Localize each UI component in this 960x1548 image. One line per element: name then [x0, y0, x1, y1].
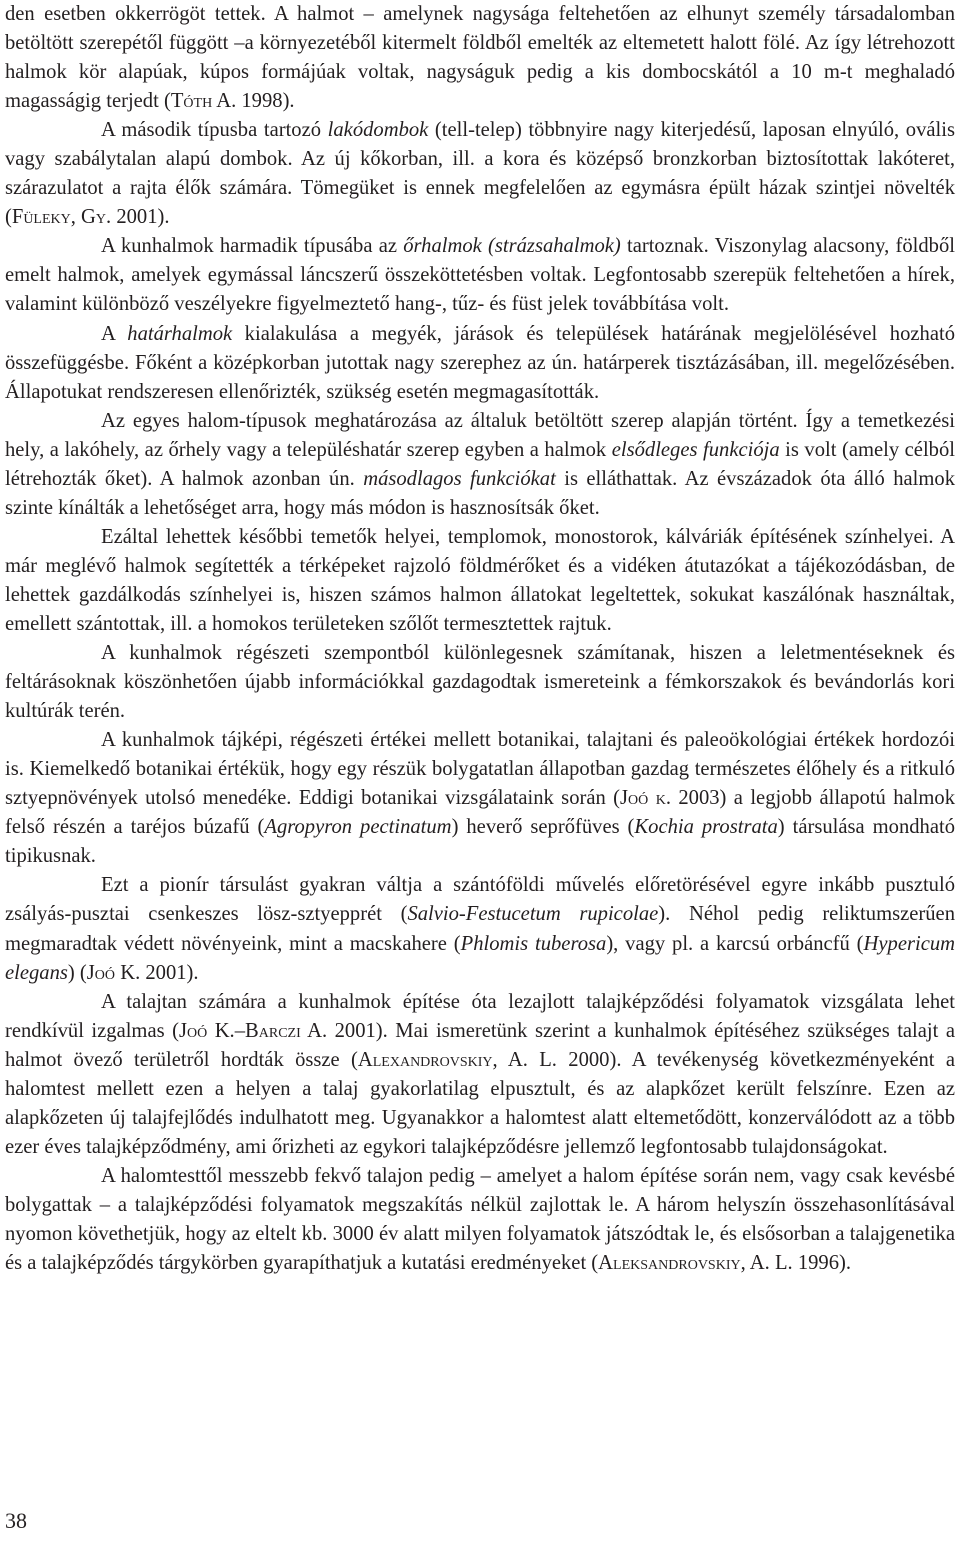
- author-name: Tóth: [170, 90, 213, 113]
- paragraph-11: [5, 1162, 955, 1278]
- italic-term: elsődleges funkciója: [611, 438, 780, 461]
- italic-term: Salvio-Festucetum rupicolae: [407, 903, 659, 926]
- text-run: Ezt a pionír társulást gyakran váltja a szántóföldi művelés előretörésével egyre inkább pusztuló zsályás-pusztai csenkeszes lösz-sztyepprét (: [5, 874, 955, 926]
- text-run: A: [101, 322, 128, 345]
- paragraph-1: [5, 0, 955, 116]
- text-run: . 2003) a legjobb állapotú halmok felső részén a taréjos búzafű (: [5, 787, 955, 839]
- author-name: Gy: [81, 206, 107, 229]
- paragraph-8: [5, 726, 955, 871]
- italic-term: őrhalmok (strázsahalmok): [403, 235, 621, 258]
- text-run: ) (: [67, 961, 87, 984]
- text-run: tartoznak. Viszonylag alacsony, földből emelt halmok, amelyek egymással láncszerű összeköttetésben voltak. Legfontosabb szerepük feltehetően a hírek, valamint különböző veszélyekre figyelmeztető hang-, tűz- és füst jelek továbbítása volt.: [5, 235, 955, 316]
- italic-term: Agropyron pectinatum: [264, 816, 452, 839]
- text-run: K. 2001).: [115, 961, 199, 984]
- author-name: Aleksandrovskiy: [598, 1252, 741, 1275]
- author-name: Füleky: [11, 206, 71, 229]
- italic-term: Hypericum elegans: [5, 932, 956, 984]
- paragraph-5: [5, 407, 955, 523]
- page-number: 38: [5, 1508, 27, 1533]
- text-run: kialakulása a megyék, járások és települések határának megjelölésével hozható összefüggésbe. Főként a középkorban jutottak nagy szerephez az ún. határperek tisztázásában, ill. megelőzésében. Állapotukat rendszeresen ellenőrizték, szükség esetén megmagasították.: [5, 322, 955, 403]
- text-run: A talajtan számára a kunhalmok építése óta lezajlott talajképződési folyamatok vizsgálata lehet rendkívül izgalmas (: [5, 990, 955, 1042]
- italic-term: Phlomis tuberosa: [460, 932, 607, 955]
- text-run: ) társulása mondható tipikusnak.: [5, 816, 955, 868]
- paragraph-10: [5, 988, 955, 1162]
- author-name: Joó: [86, 961, 116, 984]
- text-run: (tell-telep) többnyire nagy kiterjedésű, laposan elnyúló, ovális vagy szabálytalan alapú dombok. Az új kőkorban, ill. a kora és középső bronzkorban biztosítottak lakóteret, szárazulatot a rajta élők számára. Tömegüket is ennek megfelelően az egymásra épült házak szintjei növelték (: [5, 119, 955, 229]
- text-run: A második típusba tartozó: [101, 119, 328, 142]
- text-run: A kunhalmok régészeti szempontból különlegesnek számítanak, hiszen a leletmentéseknek és feltárásoknak köszönhetően újabb információkkal gazdagodtak ismereteink a fémkorszakok és bevándorlás kori kultúrák terén.: [5, 642, 955, 723]
- paragraph-7: [5, 639, 955, 726]
- text-run: Ezáltal lehettek későbbi temetők helyei, templomok, monostorok, kálváriák építésének színhelyei. A már meglévő halmok segítették a térképeket rajzoló földmérőket és a vidéken átutazókat a tájékozódásban, de lehettek gazdálkodás színhelyei is, hiszen számos halmon állatokat legeltettek, sokukat kaszálónak használtak, emellett szántottak, ill. a homokos területeken szőlőt termesztettek rajtuk.: [5, 525, 955, 635]
- author-name: k: [655, 787, 666, 810]
- paragraph-6: [5, 523, 955, 639]
- text-run: ). Néhol pedig reliktumszerűen megmaradtak védett növényeink, mint a macskahere (: [5, 903, 955, 955]
- author-name: Barczi: [245, 1019, 301, 1042]
- paragraph-4: [5, 320, 955, 407]
- text-run: ) heverő seprőfüves (: [451, 816, 635, 839]
- text-run: , A. L. 2000). A tevékenység következményeként a halomtest mellett ezen a helyen a talaj gyakorlatilag elpusztult, és az alapkőzet került felszínre. Ezen az alapkőzeten új talajfejlődés indulhatott meg. Ugyanakkor a halomtest alatt eltemetődött, konzerválódott az a több ezer éves talajképződmény, ami őrizheti az egykori talajképződésre jellemző legfontosabb tulajdonságokat.: [5, 1048, 955, 1158]
- text-run: K.–: [207, 1019, 246, 1042]
- text-run: A. 1998).: [212, 90, 295, 113]
- text-run: A kunhalmok tájképi, régészeti értékei mellett botanikai, talajtani és paleoökológiai értékek hordozói is. Kiemelkedő botanikai értékük, hogy egy részük bolygatatlan állapotban gazdag természetes élőhely és a ritkuló sztyepnövények utolsó menedéke. Eddigi botanikai vizsgálataink során (: [5, 729, 955, 810]
- page-body: [5, 0, 955, 1278]
- text-run: A halomtesttől messzebb fekvő talajon pedig – amelyet a halom építése során nem, vagy csak kevésbé bolygattak – a talajképződési folyamatok megszakítás nélkül zajlottak le. A három helyszín összehasonlításával nyomon követhetjük, hogy az eltelt kb. 3000 év alatt milyen folyamatok játszódtak le, és elsősorban a talajgenetika és a talajképződés tárgykörben gyarapíthatjuk a kutatási eredményeket (: [5, 1164, 955, 1275]
- paragraph-3: [5, 232, 955, 319]
- text-run: ,: [70, 206, 82, 229]
- text-run: Az egyes halom-típusok meghatározása az általuk betöltött szerep alapján történt. Így a temetkezési hely, a lakóhely, az őrhely vagy a településhatár szerep egyben a halmok: [5, 409, 955, 461]
- paragraph-9: [5, 871, 955, 987]
- text-run: . 2001).: [106, 206, 170, 229]
- italic-term: határhalmok: [127, 322, 233, 345]
- text-run: A. 2001). Mai ismeretünk szerint a kunhalmok építéséhez szükséges talajt a halmot övező területről hordták össze (: [5, 1019, 955, 1071]
- text-run: is elláthattak. Az évszázadok óta álló halmok szinte kínálták a lehetőséget arra, hogy más módon is hasznosítsák őket.: [5, 467, 956, 519]
- text-run: , A. L. 1996).: [740, 1252, 852, 1275]
- paragraph-2: [5, 116, 955, 232]
- author-name: Alexandrovskiy: [357, 1048, 493, 1071]
- italic-term: másodlagos funkciókat: [363, 467, 556, 490]
- italic-term: lakódombok: [327, 119, 429, 142]
- author-name: Joó: [178, 1019, 208, 1042]
- text-run: [648, 787, 655, 809]
- author-name: Joó: [620, 787, 649, 810]
- text-run: ), vagy pl. a karcsú orbáncfű (: [606, 932, 864, 955]
- text-run: is volt (amely célból létrehozták őket). A halmok azonban ún.: [5, 438, 955, 490]
- text-run: den esetben okkerrögöt tettek. A halmot – amelynek nagysága feltehetően az elhunyt személy társadalomban betöltött szerepétől függött –a környezetéből kitermelt földből emelték az eltemetett halott fölé. Az így létrehozott halmok kör alapúak, kúpos formájúak voltak, nagyságuk pedig a kis dombocskától a 10 m-t meghaladó magasságig terjedt (: [5, 3, 955, 113]
- text-run: A kunhalmok harmadik típusába az: [101, 235, 404, 258]
- italic-term: Kochia prostrata: [634, 816, 778, 839]
